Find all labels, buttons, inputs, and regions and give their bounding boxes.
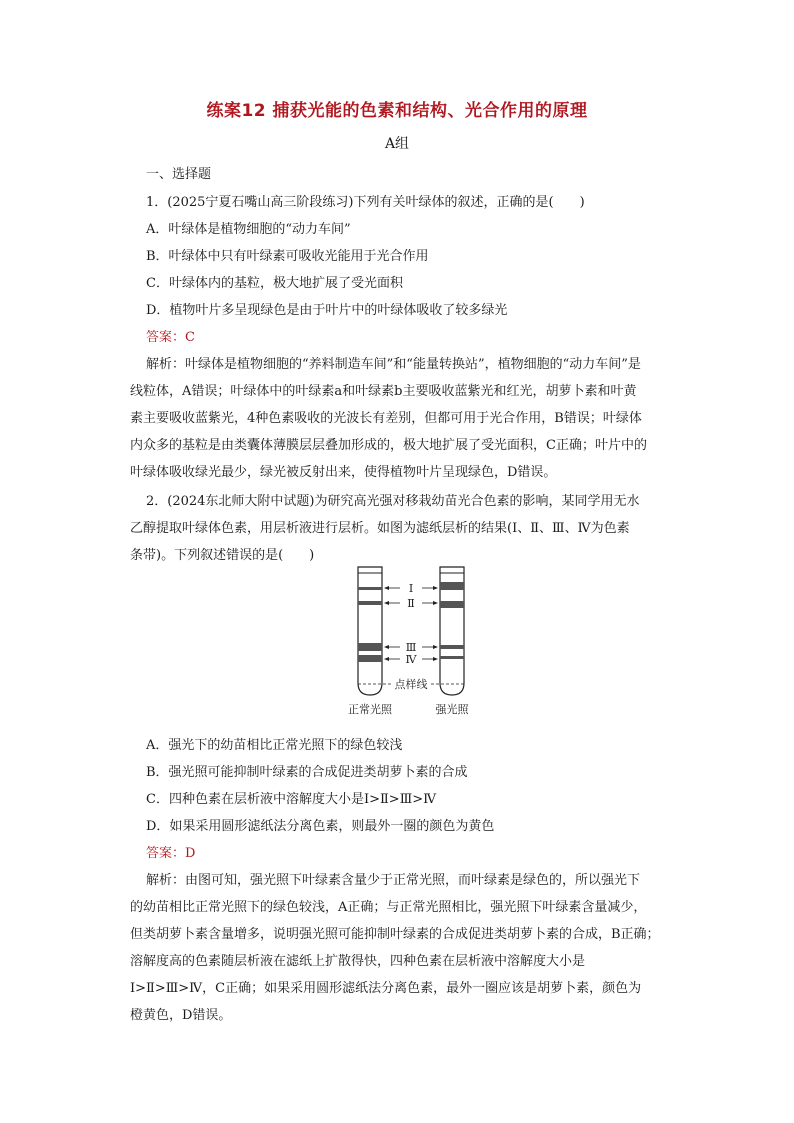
q2-answer [146, 842, 195, 861]
right-strip-caption: 强光照 [435, 703, 469, 716]
q1-answer [146, 326, 195, 345]
q1-answer-label: 答案： [146, 330, 186, 345]
chromatography-svg [340, 563, 490, 723]
group-heading: A组 [384, 136, 410, 152]
q2-answer-value: D [185, 846, 196, 861]
q1-option-a: A．叶绿体是植物细胞的“动力车间” [146, 222, 351, 237]
q2-option-b: B．强光照可能抑制叶绿素的合成促进类胡萝卜素的合成 [146, 765, 468, 780]
page-title: 练案12 捕获光能的色素和结构、光合作用的原理 [206, 101, 588, 121]
q2-analysis-line-2: 的幼苗相比正常光照下的绿色较浅，A正确；与正常光照相比，强光照下叶绿素含量减少， [130, 900, 647, 915]
left-filter-strip [358, 567, 382, 695]
q2-analysis-line-5: Ⅰ>Ⅱ>Ⅲ>Ⅳ，C正确；如果采用圆形滤纸法分离色素，最外一圈应该是胡萝卜素，颜色为 [130, 981, 642, 996]
right-band-4 [440, 656, 464, 659]
q2-answer-label: 答案： [146, 846, 186, 861]
right-band-3 [440, 645, 464, 649]
q1-answer-value: C [185, 330, 195, 345]
band-label-4: Ⅳ [405, 653, 417, 666]
q2-analysis-line-6: 橙黄色，D错误。 [130, 1008, 232, 1023]
q1-analysis-line-4: 内众多的基粒是由类囊体薄膜层层叠加形成的，极大地扩展了受光面积，C正确；叶片中的 [130, 438, 647, 453]
right-band-2 [440, 601, 464, 608]
band-label-3: Ⅲ [405, 641, 417, 654]
q1-analysis-line-5: 叶绿体吸收绿光最少，绿光被反射出来，使得植物叶片呈现绿色，D错误。 [130, 465, 557, 480]
band-label-1: Ⅰ [408, 582, 414, 595]
q2-option-c: C．四种色素在层析液中溶解度大小是Ⅰ>Ⅱ>Ⅲ>Ⅳ [146, 792, 437, 807]
chromatography-figure [340, 563, 490, 723]
q2-stem-line-1: 2．(2024东北师大附中试题)为研究高光强对移栽幼苗光合色素的影响，某同学用无水 [146, 494, 640, 509]
q2-option-d: D．如果采用圆形滤纸法分离色素，则最外一圈的颜色为黄色 [146, 819, 495, 834]
section-heading: 一、选择题 [146, 167, 212, 182]
q1-option-c: C．叶绿体内的基粒，极大地扩展了受光面积 [146, 276, 403, 291]
q1-analysis-line-1: 解析：叶绿体是植物细胞的“养料制造车间”和“能量转换站”，植物细胞的“动力车间”是 [146, 357, 641, 372]
right-band-1 [440, 582, 464, 590]
band-label-2: Ⅱ [407, 597, 415, 610]
left-band-3 [358, 643, 382, 651]
q1-option-b: B．叶绿体中只有叶绿素可吸收光能用于光合作用 [146, 249, 429, 264]
q1-option-d: D．植物叶片多呈现绿色是由于叶片中的叶绿体吸收了较多绿光 [146, 303, 508, 318]
origin-line-label: 点样线 [394, 678, 428, 691]
q2-stem-line-2: 乙醇提取叶绿体色素，用层析液进行层析。如图为滤纸层析的结果(Ⅰ、Ⅱ、Ⅲ、Ⅳ为色素 [130, 521, 630, 536]
left-band-1 [358, 587, 382, 590]
left-band-2 [358, 601, 382, 605]
q2-stem-line-3: 条带)。下列叙述错误的是( ) [130, 548, 315, 563]
q2-analysis-line-1: 解析：由图可知，强光照下叶绿素含量少于正常光照，而叶绿素是绿色的，所以强光下 [146, 873, 641, 888]
q1-stem: 1．(2025宁夏石嘴山高三阶段练习)下列有关叶绿体的叙述，正确的是( ) [146, 195, 585, 210]
left-strip-caption: 正常光照 [348, 703, 392, 716]
q1-analysis-line-2: 线粒体，A错误；叶绿体中的叶绿素a和叶绿素b主要吸收蓝紫光和红光，胡萝卜素和叶黄 [130, 384, 637, 399]
q2-analysis-line-4: 溶解度高的色素随层析液在滤纸上扩散得快，四种色素在层析液中溶解度大小是 [130, 954, 586, 969]
q1-analysis-line-3: 素主要吸收蓝紫光，4种色素吸收的光波长有差别，但都可用于光合作用，B错误；叶绿体 [130, 411, 642, 426]
left-band-4 [358, 655, 382, 662]
q2-option-a: A．强光下的幼苗相比正常光照下的绿色较浅 [146, 738, 403, 753]
q2-analysis-line-3: 但类胡萝卜素含量增多，说明强光照可能抑制叶绿素的合成促进类胡萝卜素的合成，B正确； [130, 927, 660, 942]
